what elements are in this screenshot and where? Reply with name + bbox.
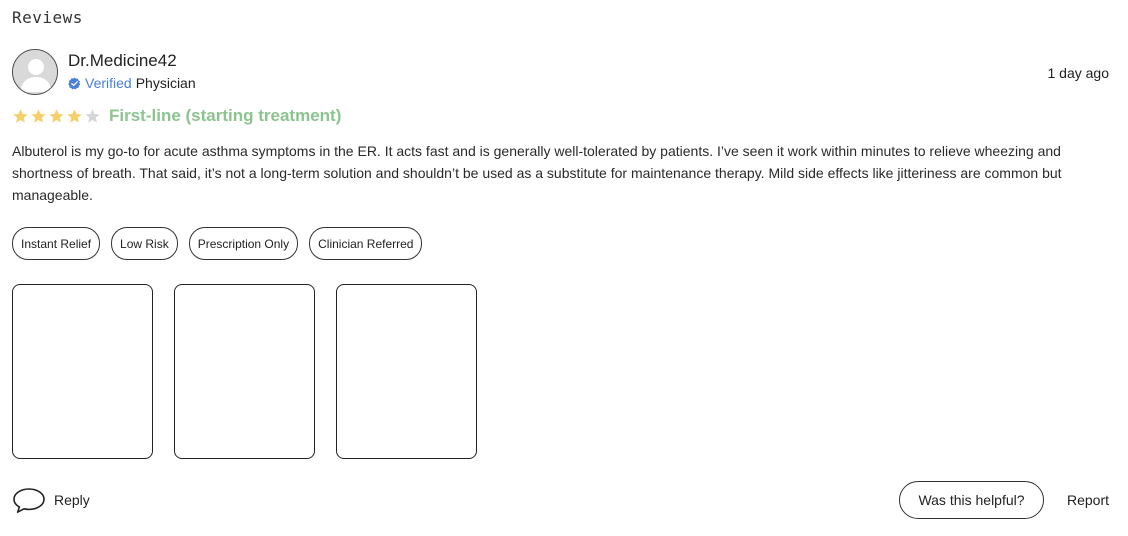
- reply-label[interactable]: Reply: [54, 492, 90, 508]
- verified-label: Verified: [85, 75, 132, 91]
- reply-button[interactable]: [12, 486, 90, 514]
- verified-badge: [68, 75, 196, 91]
- tag-chip[interactable]: Instant Relief: [12, 227, 100, 260]
- star-rating: [12, 108, 101, 125]
- tag-chip[interactable]: Low Risk: [111, 227, 178, 260]
- tag-list: [12, 227, 422, 260]
- report-link[interactable]: Report: [1066, 492, 1109, 508]
- avatar[interactable]: [12, 49, 58, 95]
- section-title: Reviews: [12, 8, 83, 27]
- rating-row: [12, 106, 341, 126]
- review-text: Albuterol is my go-to for acute asthma symptoms in the ER. It acts fast and is generally well-tolerated by patients. I’ve seen it work within minutes to relieve wheezing and shortness of breath. That said, it’s not a long-term solution and shouldn’t be used as a substitute for maintenance therapy. Mild side effects like jitteriness are common but manageable.: [12, 143, 1062, 203]
- reviewer-role: Physician: [135, 75, 196, 91]
- star-filled-icon: [30, 108, 47, 125]
- tag-chip[interactable]: Clinician Referred: [309, 227, 422, 260]
- photo-thumbnail[interactable]: [336, 284, 477, 459]
- verified-check-icon: [68, 77, 81, 90]
- star-empty-icon: [84, 108, 101, 125]
- treatment-line-tag: First-line (starting treatment): [109, 106, 342, 125]
- star-filled-icon: [12, 108, 29, 125]
- photo-gallery: [12, 284, 477, 459]
- star-filled-icon: [48, 108, 65, 125]
- helpful-button[interactable]: Was this helpful?: [899, 481, 1044, 519]
- review-timestamp: 1 day ago: [1047, 65, 1109, 81]
- speech-bubble-icon: [12, 486, 46, 514]
- tag-chip[interactable]: Prescription Only: [189, 227, 298, 260]
- photo-thumbnail[interactable]: [12, 284, 153, 459]
- star-filled-icon: [66, 108, 83, 125]
- user-silhouette-icon: [13, 50, 58, 95]
- photo-thumbnail[interactable]: [174, 284, 315, 459]
- reviewer-name[interactable]: Dr.Medicine42: [68, 51, 177, 70]
